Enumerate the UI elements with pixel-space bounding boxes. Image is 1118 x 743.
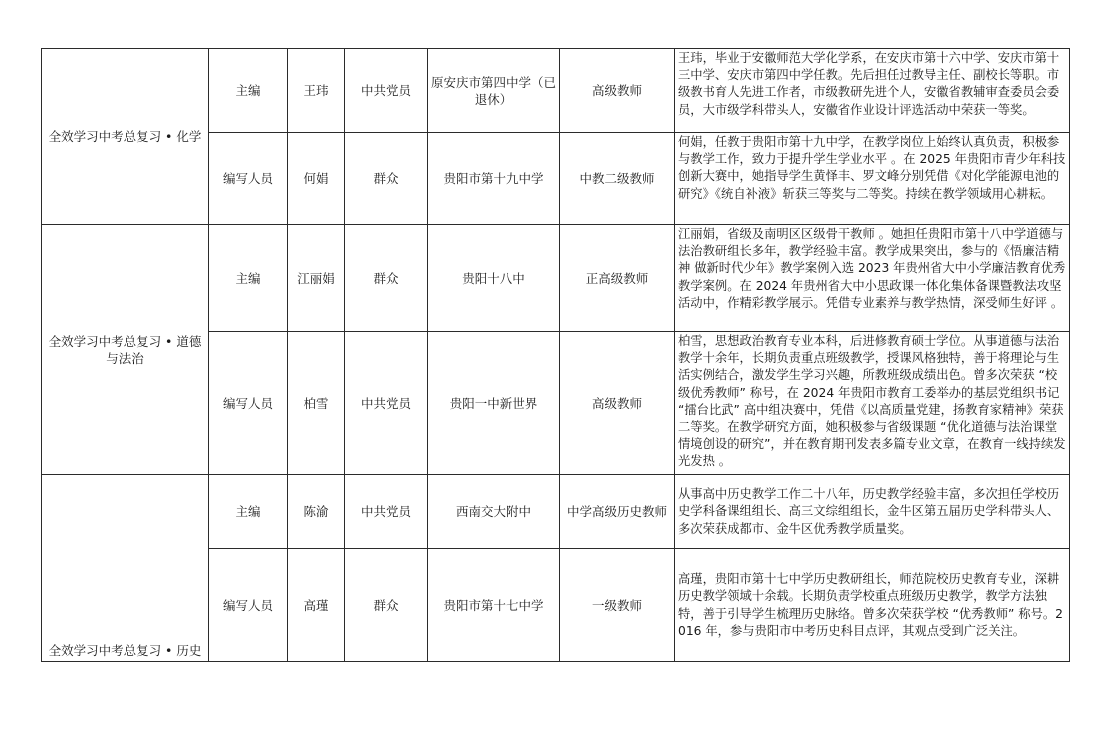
book-title-cell: 全效学习中考总复习 • 道德与法治 xyxy=(42,225,209,475)
work-unit-cell: 原安庆市第四中学（已退休） xyxy=(428,49,560,133)
book-title-cell: 全效学习中考总复习 • 历史 xyxy=(42,475,209,662)
bio-cell: 江丽娟，省级及南明区区级骨干教师 。她担任贵阳市第十八中学道德与法治教研组长多年，教学经验丰富。教学成果突出，参与的《悟廉洁精神 做新时代少年》教学案例入选 2023 年贵州省大中小学廉洁教育优秀教学案例。在 2024 年贵州省大中小思政课一体化集体备课暨教法攻坚活动中，作精彩教学展示。凭借专业素养与教学热情，深受师生好评 。 xyxy=(675,225,1070,332)
table-row xyxy=(42,49,1070,133)
role-cell: 编写人员 xyxy=(209,332,288,475)
bio-cell: 高瑾，贵阳市第十七中学历史教研组长，师范院校历史教育专业，深耕历史教学领域十余载。长期负责学校重点班级历史教学，教学方法独特，善于引导学生梳理历史脉络。曾多次荣获学校 “优秀教师” 称号。2016 年，参与贵阳市中考历史科目点评，其观点受到广泛关注。 xyxy=(675,549,1070,662)
name-cell: 何娟 xyxy=(288,133,345,225)
professional-title-cell: 一级教师 xyxy=(560,549,675,662)
role-cell: 主编 xyxy=(209,49,288,133)
professional-title-cell: 中学高级历史教师 xyxy=(560,475,675,549)
role-cell: 编写人员 xyxy=(209,549,288,662)
name-cell: 高瑾 xyxy=(288,549,345,662)
political-status-cell: 中共党员 xyxy=(345,49,428,133)
work-unit-cell: 贵阳十八中 xyxy=(428,225,560,332)
professional-title-cell: 中教二级教师 xyxy=(560,133,675,225)
work-unit-cell: 贵阳一中新世界 xyxy=(428,332,560,475)
political-status-cell: 中共党员 xyxy=(345,475,428,549)
bio-cell: 柏雪，思想政治教育专业本科，后进修教育硕士学位。从事道德与法治教学十余年，长期负责重点班级教学，授课风格独特，善于将理论与生活实例结合，激发学生学习兴趣，所教班级成绩出色。曾多次荣获 “校级优秀教师” 称号，在 2024 年贵阳市教育工委举办的基层党组织书记 “擂台比武” 高中组决赛中，凭借《以高质量党建，扬教育家精神》荣获二等奖。在教学研究方面，她积极参与省级课题 “优化道德与法治课堂情境创设的研究”，并在教育期刊发表多篇专业文章，在教育一线持续发光发热 。 xyxy=(675,332,1070,475)
political-status-cell: 中共党员 xyxy=(345,332,428,475)
political-status-cell: 群众 xyxy=(345,225,428,332)
name-cell: 江丽娟 xyxy=(288,225,345,332)
role-cell: 主编 xyxy=(209,225,288,332)
name-cell: 陈渝 xyxy=(288,475,345,549)
professional-title-cell: 正高级教师 xyxy=(560,225,675,332)
name-cell: 王玮 xyxy=(288,49,345,133)
book-title-cell: 全效学习中考总复习 • 化学 xyxy=(42,49,209,225)
bio-cell: 从事高中历史教学工作二十八年，历史教学经验丰富，多次担任学校历史学科备课组组长、高三文综组组长，金牛区第五届历史学科带头人、多次荣获成都市、金牛区优秀教学质量奖。 xyxy=(675,475,1070,549)
political-status-cell: 群众 xyxy=(345,133,428,225)
table-row xyxy=(42,475,1070,549)
editor-table xyxy=(41,48,1070,662)
table-row xyxy=(42,225,1070,332)
role-cell: 编写人员 xyxy=(209,133,288,225)
work-unit-cell: 贵阳市第十九中学 xyxy=(428,133,560,225)
bio-cell: 何娟，任教于贵阳市第十九中学，在教学岗位上始终认真负责，积极参与教学工作，致力于提升学生学业水平 。在 2025 年贵阳市青少年科技创新大赛中，她指导学生黄怿丰、罗文峰分别凭借《对化学能源电池的研究》《统自补液》斩获三等奖与二等奖。持续在教学领域用心耕耘。 xyxy=(675,133,1070,225)
role-cell: 主编 xyxy=(209,475,288,549)
name-cell: 柏雪 xyxy=(288,332,345,475)
work-unit-cell: 西南交大附中 xyxy=(428,475,560,549)
professional-title-cell: 高级教师 xyxy=(560,49,675,133)
work-unit-cell: 贵阳市第十七中学 xyxy=(428,549,560,662)
professional-title-cell: 高级教师 xyxy=(560,332,675,475)
political-status-cell: 群众 xyxy=(345,549,428,662)
bio-cell: 王玮，毕业于安徽师范大学化学系，在安庆市第十六中学、安庆市第十三中学、安庆市第四中学任教。先后担任过教导主任、副校长等职。市级教书育人先进工作者，市级教研先进个人，安徽省教辅审查委员会委员，大市级学科带头人，安徽省作业设计评选活动中荣获一等奖。 xyxy=(675,49,1070,133)
